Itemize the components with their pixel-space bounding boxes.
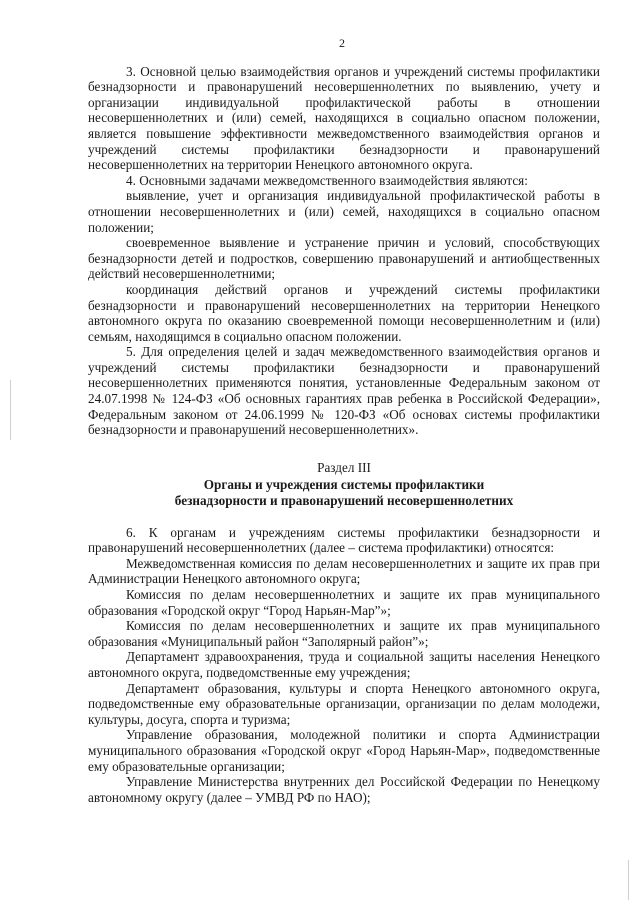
page-number: 2 bbox=[339, 36, 345, 50]
paragraph-6-item-4: Департамент здравоохранения, труда и социальной защиты населения Ненецкого автономного округа, подведомственные ему учреждения; bbox=[88, 649, 600, 680]
paragraph-4-item-2: своевременное выявление и устранение причин и условий, способствующих безнадзорности детей и подростков, совершению правонарушений и антиобщественных действий несовершеннолетними; bbox=[88, 235, 600, 282]
document-page bbox=[88, 36, 600, 805]
paragraph-3: 3. Основной целью взаимодействия органов и учреждений системы профилактики безнадзорности и правонарушений несовершеннолетних по выявлению, учету и организации индивидуальной профилактической работы в отношении несовершеннолетних и (или) семей, находящихся в социально опасном положении, является повышение эффективности межведомственного взаимодействия органов и учреждений системы профилактики безнадзорности и правонарушений несовершеннолетних на территории Ненецкого автономного округа. bbox=[88, 63, 600, 173]
paragraph-6-item-2: Комиссия по делам несовершеннолетних и защите их прав муниципального образования «Городской округ “Город Нарьян-Мар”»; bbox=[88, 587, 600, 618]
scan-margin-mark-left bbox=[10, 380, 11, 440]
paragraph-4: 4. Основными задачами межведомственного взаимодействия являются: bbox=[126, 172, 528, 188]
scan-margin-mark-right bbox=[628, 860, 629, 900]
paragraph-4-item-3: координация действий органов и учреждений системы профилактики безнадзорности и правонарушений несовершеннолетних на территории Ненецкого автономного округа по оказанию своевременной помощи несовершеннолетним и (или) семьям, находящимся в социально опасном положении. bbox=[88, 281, 600, 344]
paragraphs-after-section bbox=[88, 525, 600, 806]
paragraphs-before-section bbox=[88, 64, 600, 438]
section-title-line-2: безнадзорности и правонарушений несовершеннолетних bbox=[174, 493, 514, 509]
section-title-line-1: Органы и учреждения системы профилактики bbox=[203, 477, 485, 493]
section-title bbox=[88, 477, 600, 508]
paragraph-6-item-7: Управление Министерства внутренних дел Российской Федерации по Ненецкому автономному округу (далее – УМВД РФ по НАО); bbox=[88, 774, 600, 805]
paragraph-4-item-1: выявление, учет и организация индивидуальной профилактической работы в отношении несовершеннолетних и (или) семей, находящихся в социально опасном положении; bbox=[88, 188, 600, 235]
paragraph-5: 5. Для определения целей и задач межведомственного взаимодействия органов и учреждений системы профилактики безнадзорности и правонарушений несовершеннолетних применяются понятия, установленные Федеральным законом от 24.07.1998 № 124-ФЗ «Об основных гарантиях прав ребенка в Российской Федерации», Федеральным законом от 24.06.1999 № 120-ФЗ «Об основах системы профилактики безнадзорности и правонарушений несовершеннолетних». bbox=[88, 344, 600, 438]
paragraph-6-item-1: Межведомственная комиссия по делам несовершеннолетних и защите их прав при Администрации Ненецкого автономного округа; bbox=[88, 555, 600, 587]
section-label: Раздел III bbox=[317, 459, 371, 475]
paragraph-6-item-5: Департамент образования, культуры и спорта Ненецкого автономного округа, подведомственные ему образовательные организации, организации по делам молодежи, культуры, досуга, спорта и туризма; bbox=[88, 680, 600, 727]
paragraph-6-item-3: Комиссия по делам несовершеннолетних и защите их прав муниципального образования «Муниципальный район “Заполярный район”»; bbox=[88, 618, 600, 649]
paragraph-6-item-6: Управление образования, молодежной политики и спорта Администрации муниципального образования «Городской округ «Город Нарьян-Мар», подведомственные ему образовательные организации; bbox=[88, 727, 600, 774]
paragraph-6: 6. К органам и учреждениям системы профилактики безнадзорности и правонарушений несовершеннолетних (далее – система профилактики) относятся: bbox=[88, 524, 600, 556]
